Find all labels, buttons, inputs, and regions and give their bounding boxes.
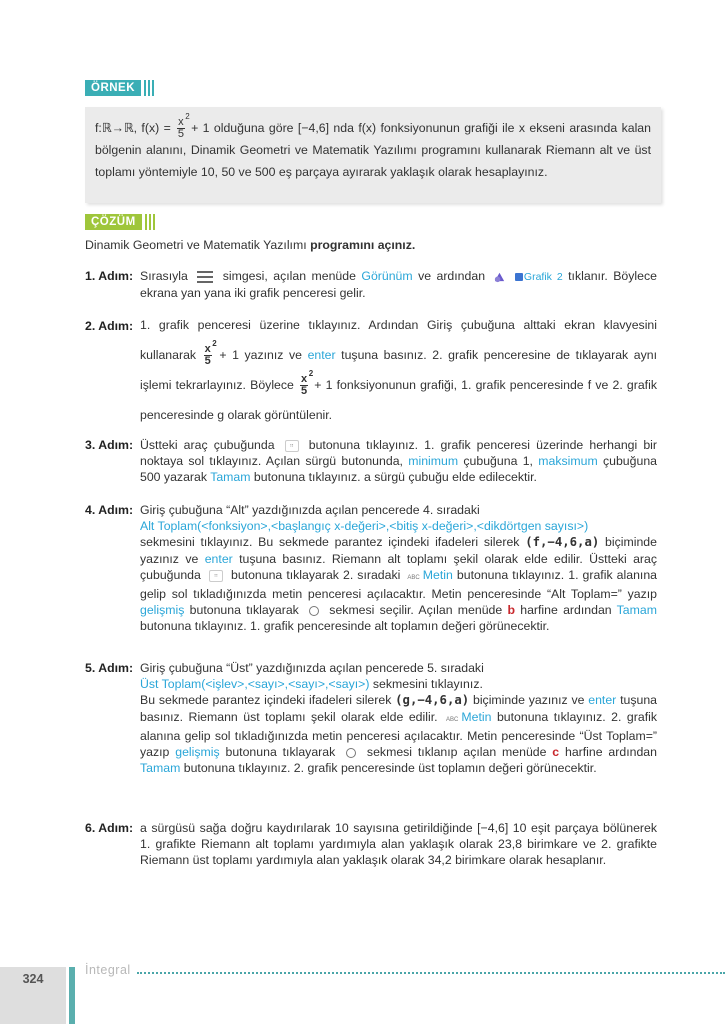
example-line1-pre: f:ℝ→ℝ, f(x) = — [95, 120, 176, 135]
solution-label — [85, 214, 155, 230]
fraction: x 2 5 — [301, 369, 314, 398]
step-1: 1. Adım: Sırasıyla simgesi, açılan menüde Görünüm ve ardından Grafik 2 tıklanır. Böylece ekrana yan yana iki grafik penceresi gelir. — [85, 269, 657, 301]
step-head: 2. Adım: — [85, 319, 134, 333]
label-bars-icon — [145, 214, 155, 230]
fraction: x 2 5 — [204, 339, 217, 368]
grafik-2-checkbox: Grafik 2 — [515, 271, 563, 283]
page-number: 324 — [0, 967, 66, 1024]
example-box — [85, 107, 661, 203]
step-6: 6. Adım: a sürgüsü sağa doğru kaydırılarak 10 sayısına getirildiğinde [−4,6] 10 eşit parçaya bölünerek 1. grafikte Riemann alt toplamı yardımıyla alan yaklaşık olarak 23,8 birimkare ve 2. grafikte Riemann üst toplamı yardımıyla alan yaklaşık olarak 34,2 birimkare olarak hesaplanır. — [85, 821, 657, 868]
footer-accent-bar — [69, 967, 75, 1024]
gear-icon — [346, 748, 356, 758]
example-label — [85, 80, 154, 96]
footer-dotted-rule — [137, 972, 725, 974]
hamburger-menu-icon — [197, 271, 213, 283]
step-2: 2. Adım: 1. grafik penceresi üzerine tıklayınız. Ardından Giriş çubuğuna alttaki ekran klavyesini kullanarak x 2 5 + 1 yazınız ve enter tuşuna basınız. 2. grafik penceresine de tıklayarak aynı işlemi tekrarlayınız. Böylece x 2 5 + 1 fonksiyonunun grafiği, 1. grafik penceresinde f ve 2. grafik penceresinde g olarak görüntülenir. — [85, 318, 657, 422]
code-expression: (f,−4,6,a) — [525, 535, 600, 550]
example-rest: arasında kalan bölgenin alanını, Dinamik Geometri ve Matematik Yazılımı programını kullanarak Riemann alt ve üst toplamı yöntemiyle 10, 50 ve 500 eş parçaya ayırarak yaklaşık olarak hesaplayınız. — [95, 120, 651, 179]
gear-icon — [309, 606, 319, 616]
label-bars-icon — [144, 80, 154, 96]
checkbox-icon — [515, 273, 523, 281]
step-5: 5. Adım: Giriş çubuğuna “Üst” yazdığınızda açılan pencerede 5. sıradaki Üst Toplam(<işlev>,<sayı>,<sayı>,<sayı>) sekmesini tıklayınız. Bu sekmede parantez içindeki ifadeleri silerek (g,−4,6,a) biçiminde yazınız ve enter tuşuna basınız. Riemann üst toplamı şekil olarak elde edilir. ABC Metin butonuna tıklayınız. 2. grafik alanına gelip sol tıkladığınızda metin penceresi açılacaktır. Metin penceresinde “Üst Toplam=” yazıp gelişmiş butonuna tıklayarak sekmesi tıklanıp açılan menüde c harfine ardından Tamam butonuna tıklayınız. 2. grafik penceresinde üst toplamın değeri görünecektir. — [85, 661, 657, 776]
solution-label-text: ÇÖZÜM — [85, 214, 142, 230]
step-head: 1. Adım: — [85, 269, 134, 283]
step-4: 4. Adım: Giriş çubuğuna “Alt” yazdığınızda açılan pencerede 4. sıradaki Alt Toplam(<fonksiyon>,<başlangıç x-değeri>,<bitiş x-değeri>,<dikdörtgen sayısı>) sekmesini tıklayınız. Bu sekmede parantez içindeki ifadeleri silerek (f,−4,6,a) biçiminde yazınız ve enter tuşuna basınız. Riemann alt toplamı şekil olarak elde edilir. Üstteki araç çubuğunda ⠶ butonuna tıklayarak 2. sıradaki ABC Metin butonuna tıklayınız. 1. grafik alanına gelip sol tıkladığınızda metin penceresi açılacaktır. Metin penceresinde “Alt Toplam=” yazıp gelişmiş butonuna tıklayarak sekmesi seçilir. Açılan menüde b harfine ardından Tamam butonuna tıklayınız. 1. grafik penceresinde alt toplamın değeri görünecektir. — [85, 503, 658, 634]
code-expression: (g,−4,6,a) — [395, 693, 470, 708]
slider-tool-icon: ⠶ — [285, 440, 299, 452]
step-head: 3. Adım: — [85, 438, 134, 452]
step-head: 4. Adım: — [85, 503, 134, 517]
step-3: 3. Adım: Üstteki araç çubuğunda ⠶ butonuna tıklayınız. 1. grafik penceresi üzerinde herhangi bir noktaya sol tıklayınız. Açılan sürgü butonunda, minimum çubuğuna 1, maksimum çubuğuna 500 yazarak Tamam butonuna tıklayınız. a sürgü çubuğu elde edilecektir. — [85, 438, 657, 485]
text-tool-icon: ABC — [407, 574, 420, 581]
step-head: 6. Adım: — [85, 821, 134, 835]
example-line1-post: + 1 olduğuna göre [−4,6] nda f(x) fonksiyonunun grafiği ile x ekseni — [186, 120, 565, 135]
geometry-tool-icon — [493, 270, 506, 283]
chapter-title: İntegral — [85, 963, 131, 977]
command-ust-toplam: Üst Toplam(<işlev>,<sayı>,<sayı>,<sayı>) — [140, 677, 370, 692]
example-label-text: ÖRNEK — [85, 80, 141, 96]
solution-intro: Dinamik Geometri ve Matematik Yazılımı programını açınız. — [85, 238, 416, 252]
link-gorunum: Görünüm — [361, 269, 413, 283]
fraction: x 2 5 — [177, 112, 190, 140]
text-tool-icon: ABC — [446, 716, 459, 723]
step-head: 5. Adım: — [85, 661, 134, 675]
command-alt-toplam: Alt Toplam(<fonksiyon>,<başlangıç x-değeri>,<bitiş x-değeri>,<dikdörtgen sayısı>) — [140, 519, 589, 534]
slider-tool-icon: ⠶ — [209, 570, 223, 582]
link-enter: enter — [307, 348, 336, 362]
